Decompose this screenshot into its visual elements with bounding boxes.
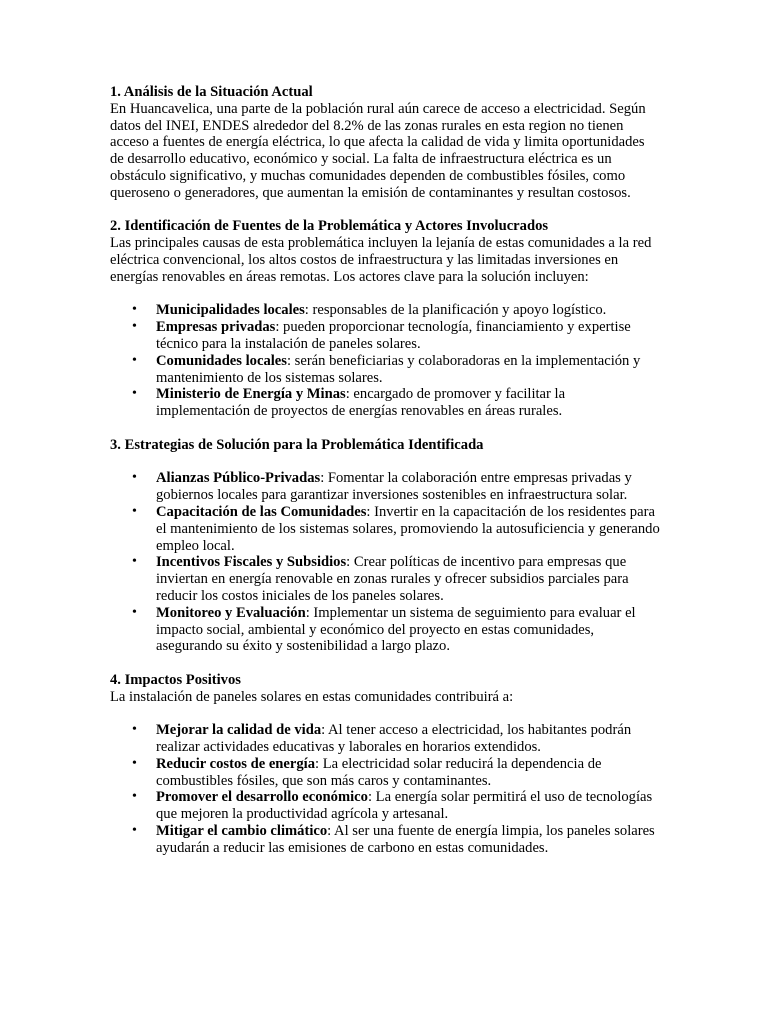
list-item (132, 503, 660, 554)
list-item (132, 823, 660, 857)
list-item (132, 722, 660, 756)
section-title: 4. Impactos Positivos (110, 671, 241, 688)
item-text: : Fomentar la colaboración entre empresas privadas y gobiernos locales para garantizar inversiones sostenibles en infraestructura solar. (156, 470, 632, 504)
section-title: 2. Identificación de Fuentes de la Problemática y Actores Involucrados (110, 218, 549, 235)
bullet-icon: • (132, 503, 137, 519)
item-term: Alianzas Público-Privadas (156, 470, 321, 487)
item-term: Capacitación de las Comunidades (156, 503, 367, 520)
item-text: : Invertir en la capacitación de los residentes para el mantenimiento de los sistemas solares, promoviendo la autosuficiencia y generando empleo local. (156, 503, 660, 554)
section-paragraph: Las principales causas de esta problemática incluyen la lejanía de estas comunidades a la red eléctrica convencional, los altos costos de infraestructura y las limitadas inversiones en energías renovables en áreas remotas. Los actores clave para la solución incluyen: (110, 235, 652, 285)
bullet-icon: • (132, 302, 137, 318)
section-paragraph: La instalación de paneles solares en estas comunidades contribuirá a: (110, 688, 514, 705)
section-fuentes-actores (110, 218, 660, 420)
bullet-icon: • (132, 722, 137, 738)
bullet-icon: • (132, 470, 137, 486)
list-item (132, 386, 660, 420)
item-text: : pueden proporcionar tecnología, financiamiento y expertise técnico para la instalación de paneles solares. (156, 319, 631, 352)
item-text: : Al ser una fuente de energía limpia, los paneles solares ayudarán a reducir las emisiones de carbono en estas comunidades. (156, 823, 655, 856)
item-term: Reducir costos de energía (156, 755, 316, 772)
list-item (132, 604, 660, 655)
item-text: : La electricidad solar reducirá la dependencia de combustibles fósiles, que son más caros y contaminantes. (156, 755, 602, 789)
item-text: : La energía solar permitirá el uso de tecnologías que mejoren la productividad agrícola y artesanal. (156, 789, 653, 823)
bullet-icon: • (132, 789, 137, 805)
item-term: Monitoreo y Evaluación (156, 604, 306, 621)
bullet-icon: • (132, 319, 137, 335)
bullet-icon: • (132, 604, 137, 620)
list-item (132, 789, 660, 823)
item-text: : Crear políticas de incentivo para empresas que inviertan en energía renovable en zonas rurales y ofrecer subsidios parciales para reducir los costos iniciales de los paneles solares. (156, 554, 629, 604)
item-text: : serán beneficiarias y colaboradoras en la implementación y mantenimiento de los sistemas solares. (156, 352, 641, 386)
bullet-icon: • (132, 352, 137, 368)
item-term: Incentivos Fiscales y Subsidios (156, 554, 347, 571)
item-text: : Al tener acceso a electricidad, los habitantes podrán realizar actividades educativas y laborales en horarios extendidos. (156, 722, 632, 756)
item-text: : Implementar un sistema de seguimiento para evaluar el impacto social, ambiental y económico del proyecto en estas comunidades, asegurando su éxito y sostenibilidad a largo plazo. (156, 604, 636, 655)
list-item (132, 319, 660, 353)
actors-list (110, 302, 660, 420)
section-title: 1. Análisis de la Situación Actual (110, 84, 313, 100)
section-situacion-actual (110, 84, 660, 202)
item-term: Mitigar el cambio climático (156, 823, 328, 840)
section-paragraph: En Huancavelica, una parte de la población rural aún carece de acceso a electricidad. Según datos del INEI, ENDES alrededor del 8.2% de las zonas rurales en esta region no tienen acceso a fuentes de energía eléctrica, lo que afecta la calidad de vida y limita oportunidades de desarrollo educativo, económico y social. La falta de infraestructura eléctrica es un obstáculo significativo, y muchas comunidades dependen de combustibles fósiles, como queroseno o generadores, que aumentan la emisión de contaminantes y resultan costosos. (110, 100, 646, 201)
bullet-icon: • (132, 554, 137, 570)
bullet-icon: • (132, 386, 137, 402)
section-impactos (110, 672, 660, 857)
item-term: Municipalidades locales (156, 302, 305, 319)
bullet-icon: • (132, 755, 137, 771)
impacts-list (110, 722, 660, 856)
section-title: 3. Estrategias de Solución para la Problemática Identificada (110, 436, 484, 453)
list-item (132, 554, 660, 604)
bullet-icon: • (132, 823, 137, 839)
strategies-list (110, 470, 660, 655)
list-item (132, 755, 660, 790)
item-text: : encargado de promover y facilitar la implementación de proyectos de energías renovables en áreas rurales. (156, 386, 566, 420)
list-item (132, 352, 660, 387)
item-term: Mejorar la calidad de vida (156, 722, 322, 739)
item-term: Empresas privadas (156, 319, 276, 336)
list-item (132, 302, 660, 319)
list-item (132, 470, 660, 504)
item-term: Promover el desarrollo económico (156, 789, 368, 806)
section-estrategias (110, 437, 660, 655)
document-page (110, 84, 660, 873)
item-term: Ministerio de Energía y Minas (156, 386, 346, 403)
item-text: : responsables de la planificación y apoyo logístico. (304, 302, 607, 319)
item-term: Comunidades locales (156, 352, 287, 369)
